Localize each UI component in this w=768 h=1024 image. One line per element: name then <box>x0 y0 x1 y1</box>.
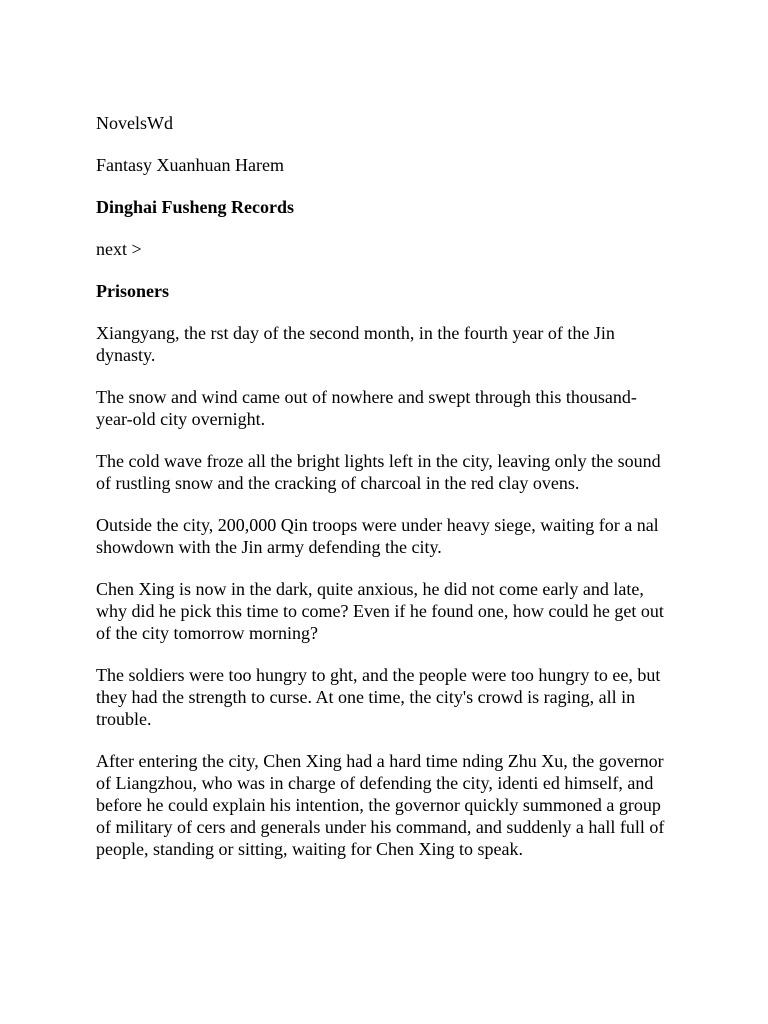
chapter-title: Prisoners <box>96 281 169 301</box>
book-title: Dinghai Fusheng Records <box>96 197 295 217</box>
paragraph: The cold wave froze all the bright lights left in the city, leaving only the sound of rustling snow and the cracking of charcoal in the red clay ovens. <box>96 451 661 493</box>
document-page <box>96 112 672 880</box>
paragraph: Xiangyang, the rst day of the second month, in the fourth year of the Jin dynasty. <box>96 323 615 365</box>
paragraph: Chen Xing is now in the dark, quite anxious, he did not come early and late, why did he pick this time to come? Even if he found one, how could he get out of the city tomorrow morning? <box>96 579 664 643</box>
site-name: NovelsWd <box>96 113 173 133</box>
paragraph: Outside the city, 200,000 Qin troops were under heavy siege, waiting for a nal showdown with the Jin army defending the city. <box>96 515 659 557</box>
paragraph: The snow and wind came out of nowhere and swept through this thousand-year-old city overnight. <box>96 387 637 429</box>
next-chapter-link[interactable]: next > <box>96 239 142 259</box>
genre-list: Fantasy Xuanhuan Harem <box>96 155 284 175</box>
paragraph: After entering the city, Chen Xing had a hard time nding Zhu Xu, the governor of Liangzhou, who was in charge of defending the city, identi ed himself, and before he could explain his intention, the governor quickly summoned a group of military of cers and generals under his command, and suddenly a hall full of people, standing or sitting, waiting for Chen Xing to speak. <box>96 751 665 859</box>
paragraph: The soldiers were too hungry to ght, and the people were too hungry to ee, but they had the strength to curse. At one time, the city's crowd is raging, all in trouble. <box>96 665 661 729</box>
